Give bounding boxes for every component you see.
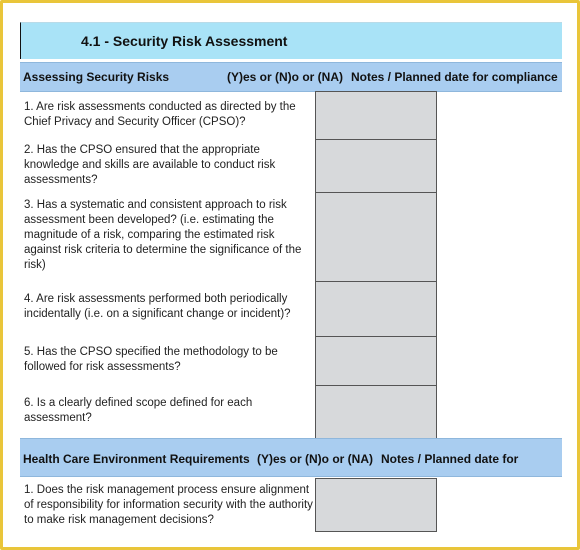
page-title: 4.1 - Security Risk Assessment	[81, 33, 288, 49]
question-2: 2. Has the CPSO ensured that the appropriate knowledge and skills are available to conduct risk assessments?	[24, 144, 276, 186]
answer-cell-5[interactable]	[315, 336, 437, 386]
title-bar	[20, 22, 562, 59]
column-header-notes: Notes / Planned date for compliance	[351, 70, 558, 84]
answer-cell-3[interactable]	[315, 192, 437, 282]
question-1: 1. Are risk assessments conducted as directed by the Chief Privacy and Security Officer (CPSO)?	[24, 101, 296, 128]
question-hc-1: 1. Does the risk management process ensure alignment of responsibility for information security with the authority to make risk management decisions?	[24, 484, 313, 526]
question-5: 5. Has the CPSO specified the methodology to be followed for risk assessments?	[24, 346, 278, 373]
column-header-question-2: Health Care Environment Requirements	[23, 452, 250, 466]
answer-cell-4[interactable]	[315, 281, 437, 337]
section-header-health-care	[20, 438, 562, 477]
column-header-answer: (Y)es or (N)o or (NA)	[227, 70, 343, 84]
answer-cell-2[interactable]	[315, 139, 437, 193]
question-6: 6. Is a clearly defined scope defined for each assessment?	[24, 397, 253, 424]
column-header-answer-2: (Y)es or (N)o or (NA)	[257, 452, 373, 466]
question-3: 3. Has a systematic and consistent approach to risk assessment been developed? (i.e. estimating the magnitude of a risk, comparing the estimated risk against risk criteria to determine the significance of the risk)	[24, 199, 302, 271]
answer-cell-hc-1[interactable]	[315, 478, 437, 532]
spreadsheet	[20, 22, 562, 547]
section-header-assessing-risks	[20, 62, 562, 92]
column-header-notes-2: Notes / Planned date for	[381, 452, 519, 466]
answer-cell-6[interactable]	[315, 385, 437, 439]
answer-cell-1[interactable]	[315, 91, 437, 140]
question-4: 4. Are risk assessments performed both periodically incidentally (i.e. on a significant change or incident)?	[24, 293, 291, 320]
column-header-question: Assessing Security Risks	[23, 70, 170, 84]
